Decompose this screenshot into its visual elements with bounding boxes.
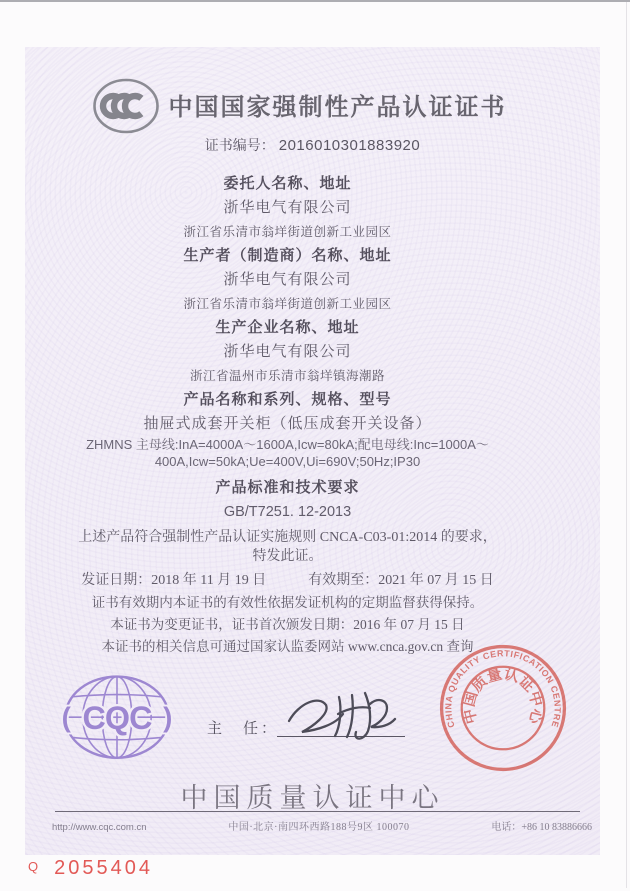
product-name: 抽屉式成套开关柜（低压成套开关设备） [143, 416, 432, 432]
print-serial-number: 2055404 [54, 857, 153, 879]
svg-text:中国质量认证中心 [460, 665, 547, 727]
factory-label: 生产企业名称、地址 [215, 320, 360, 336]
footer-phone: 电话：+86 10 83886666 [491, 822, 592, 833]
seal-outer-text: CHINA QUALITY CERTIFICATION CENTRE [443, 648, 563, 729]
seal-inner-text: 中国质量认证中心 [461, 666, 545, 726]
issue-date: 发证日期：2018 年 11 月 19 日 [81, 573, 267, 588]
certificate-body [25, 158, 600, 658]
expiry-date: 有效期至：2021 年 07 月 15 日 [308, 573, 494, 588]
director-signature-icon [283, 685, 408, 743]
change-note: 本证书为变更证书，证书首次颁发日期：2016 年 07 月 15 日 [110, 617, 465, 632]
scan-edge-line-right [626, 2, 627, 888]
certificate-header [25, 47, 600, 135]
print-serial [28, 857, 153, 880]
manufacturer-name: 浙华电气有限公司 [223, 272, 352, 288]
manufacturer-label: 生产者（制造商）名称、地址 [183, 248, 392, 264]
certificate-footer [52, 818, 592, 833]
applicant-name: 浙华电气有限公司 [223, 200, 352, 216]
certificate-title: 中国国家强制性产品认证证书 [168, 95, 507, 121]
product-label: 产品名称和系列、规格、型号 [183, 392, 392, 408]
cqc-paren-right: ) [163, 701, 173, 733]
footer-divider [55, 811, 580, 812]
certificate-number-row [25, 135, 600, 158]
applicant-label: 委托人名称、地址 [223, 176, 352, 192]
product-spec-line2: 400A,Icw=50kA;Ue=400V,Ui=690V;50Hz;IP30 [154, 454, 421, 469]
issuing-organization-name: 中国质量认证中心 [180, 783, 445, 813]
certificate-number-label: 证书编号： [204, 139, 275, 154]
scan-edge-line [0, 0, 630, 2]
dates-row [25, 569, 550, 592]
director-label: 主 任： [207, 721, 280, 737]
applicant-address: 浙江省乐清市翁垟街道创新工业园区 [183, 225, 392, 239]
factory-address: 浙江省温州市乐清市翁垟镇海潮路 [189, 369, 385, 383]
cqc-globe-logo-icon [57, 669, 177, 769]
cqc-paren-left: ( [61, 701, 71, 733]
validity-note: 证书有效期内本证书的有效性依据发证机构的定期监督获得保持。 [91, 595, 484, 610]
manufacturer-address: 浙江省乐清市翁垟街道创新工业园区 [183, 297, 392, 311]
certificate-paper [25, 47, 600, 855]
standard-value: GB/T7251. 12-2013 [223, 504, 352, 520]
conformity-statement-line2: 特发此证。 [252, 549, 323, 564]
svg-text:CHINA QUALITY CERTIFICATION CE [443, 648, 562, 729]
cqc-logo-text: CQC [82, 700, 152, 737]
conformity-statement-line1: 上述产品符合强制性产品认证实施规则 CNCA-C03-01:2014 的要求， [78, 530, 497, 545]
product-spec-line1: ZHMNS 主母线:InA=4000A～1600A,Icw=80kA;配电母线:Inc=1000A～ [86, 437, 489, 452]
footer-website: http://www.cqc.com.cn [52, 822, 147, 833]
ccc-mark-icon [91, 77, 161, 135]
standard-label: 产品标准和技术要求 [215, 480, 360, 496]
certificate-number-value: 2016010301883920 [278, 137, 421, 154]
factory-name: 浙华电气有限公司 [223, 344, 352, 360]
query-note: 本证书的相关信息可通过国家认监委网站 www.cnca.gov.cn 查询 [101, 639, 474, 654]
footer-address: 中国·北京·南四环西路188号9区 100070 [228, 822, 410, 833]
cqc-round-seal-icon [439, 644, 567, 772]
print-serial-prefix: Q [28, 859, 39, 874]
